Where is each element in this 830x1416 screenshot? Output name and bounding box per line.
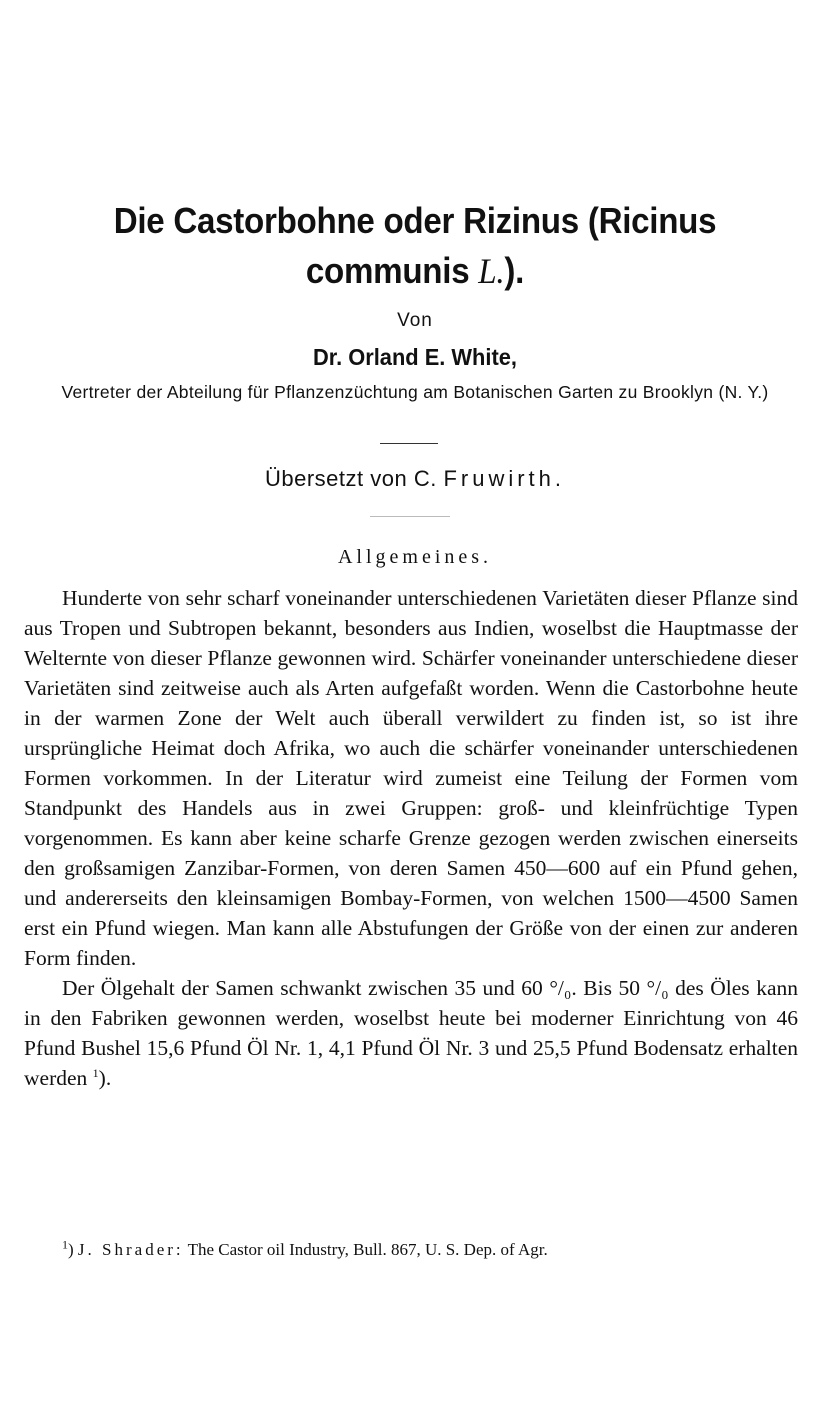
byline-von: Von [397,310,433,331]
article-title [52,196,779,296]
author-affiliation: Vertreter der Abteilung für Pflanzenzüchtung am Botanischen Garten zu Brooklyn (N. Y.) [61,382,769,402]
footnote-marker: 1 [62,1237,68,1252]
divider-rule-faint [370,516,450,517]
paragraph-2-text-b: . Bis 50 [571,976,647,1000]
footnote-marker-close: ) [68,1240,74,1259]
title-species-abbrev: L. [478,251,505,291]
paragraph-2-end: ). [98,1066,112,1090]
author-name: Dr. Orland E. White, [313,344,517,370]
translator-name: Fruwirth. [443,466,565,491]
translator-prefix: Übersetzt von C. [264,466,444,491]
footnote-author: J. Shrader: [77,1240,184,1259]
paragraph-2-text-a: Der Ölgehalt der Samen schwankt zwischen 35 und 60 [62,976,550,1000]
percent-sign-2: °/₀ [646,976,669,1000]
paragraph-2-text-c: des Öles kann in den Fabriken gewonnen werden, woselbst heute bei moderner Einrichtung von 46 Pfund Bushel 15,6 Pfund Öl Nr. 1, 4,1 Pfund Öl Nr. 3 und 25,5 Pfund Bodensatz erhalten werden [24,976,798,1090]
title-main: Die Castorbohne oder Rizinus (Ricinus communis [113,200,717,291]
footnote-text: The Castor oil Industry, Bull. 867, U. S. Dep. of Agr. [187,1240,548,1259]
footnote [62,1237,802,1260]
paragraph-2 [24,973,798,1093]
translator-line [0,466,830,492]
title-end: ). [504,250,525,291]
percent-sign-1: °/₀ [549,976,572,1000]
divider-rule [380,443,438,444]
paragraph-1: Hunderte von sehr scharf voneinander unterschiedenen Varietäten dieser Pflanze sind aus Tropen und Subtropen bekannt, besonders aus Indien, woselbst die Hauptmasse der Welternte von dieser Pflanze gewonnen wird. Schärfer voneinander unterschiedene dieser Varietäten sind zeitweise auch als Arten aufgefaßt worden. Wenn die Castorbohne heute in der warmen Zone der Welt auch überall verwildert zu finden ist, so ist ihre ursprüngliche Heimat doch Afrika, wo auch die schärfer voneinander unterschiedenen Formen vorkommen. In der Literatur wird zumeist eine Teilung der Formen vom Standpunkt des Handels aus in zwei Gruppen: groß- und kleinfrüchtige Typen vorgenommen. Es kann aber keine scharfe Grenze gezogen werden zwischen einerseits den großsamigen Zanzibar-Formen, von deren Samen 450—600 auf ein Pfund gehen, und andererseits den kleinsamigen Bombay-Formen, von welchen 1500—4500 Samen erst ein Pfund wiegen. Man kann alle Abstufungen der Größe von der einen zur anderen Form finden. [24,586,798,970]
article-body [24,583,798,1093]
footnote-reference: 1 [92,1065,99,1080]
section-heading: Allgemeines. [337,546,493,568]
